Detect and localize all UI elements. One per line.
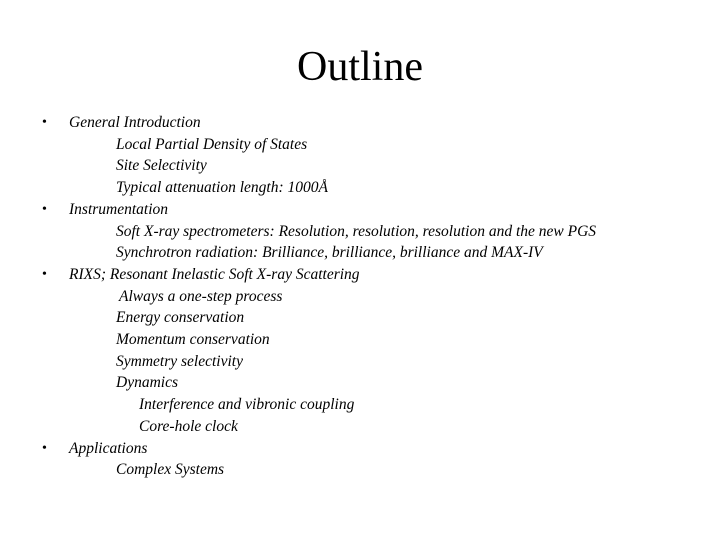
item-text: Local Partial Density of States (116, 135, 308, 153)
item-text: Energy conservation (116, 309, 245, 327)
section-heading: RIXS; Resonant Inelastic Soft X-ray Scattering (69, 265, 360, 283)
bullet-icon: • (42, 201, 47, 217)
section-heading: Instrumentation (69, 200, 169, 218)
item-text: Typical attenuation length: 1000Å (116, 179, 328, 197)
item-text: Momentum conservation (116, 331, 270, 348)
subitem-text: Interference and vibronic coupling (139, 396, 355, 414)
bullet-icon: • (42, 115, 47, 130)
section-heading: Applications (69, 439, 148, 457)
slide-title: Outline (297, 44, 423, 90)
bullet-icon: • (42, 440, 47, 456)
item-text: Symmetry selectivity (116, 352, 243, 370)
item-text: Site Selectivity (116, 157, 207, 175)
item-text: Complex Systems (116, 461, 225, 479)
section-heading: General Introduction (69, 114, 201, 131)
item-text: Dynamics (116, 374, 178, 392)
item-text: Soft X-ray spectrometers: Resolution, resolution, resolution and the new PGS (116, 222, 597, 240)
item-text: Synchrotron radiation: Brilliance, brilliance, brilliance and MAX-IV (116, 244, 543, 262)
bullet-icon: • (42, 266, 47, 282)
item-text: Always a one-step process (119, 287, 283, 305)
subitem-text: Core-hole clock (139, 417, 238, 435)
